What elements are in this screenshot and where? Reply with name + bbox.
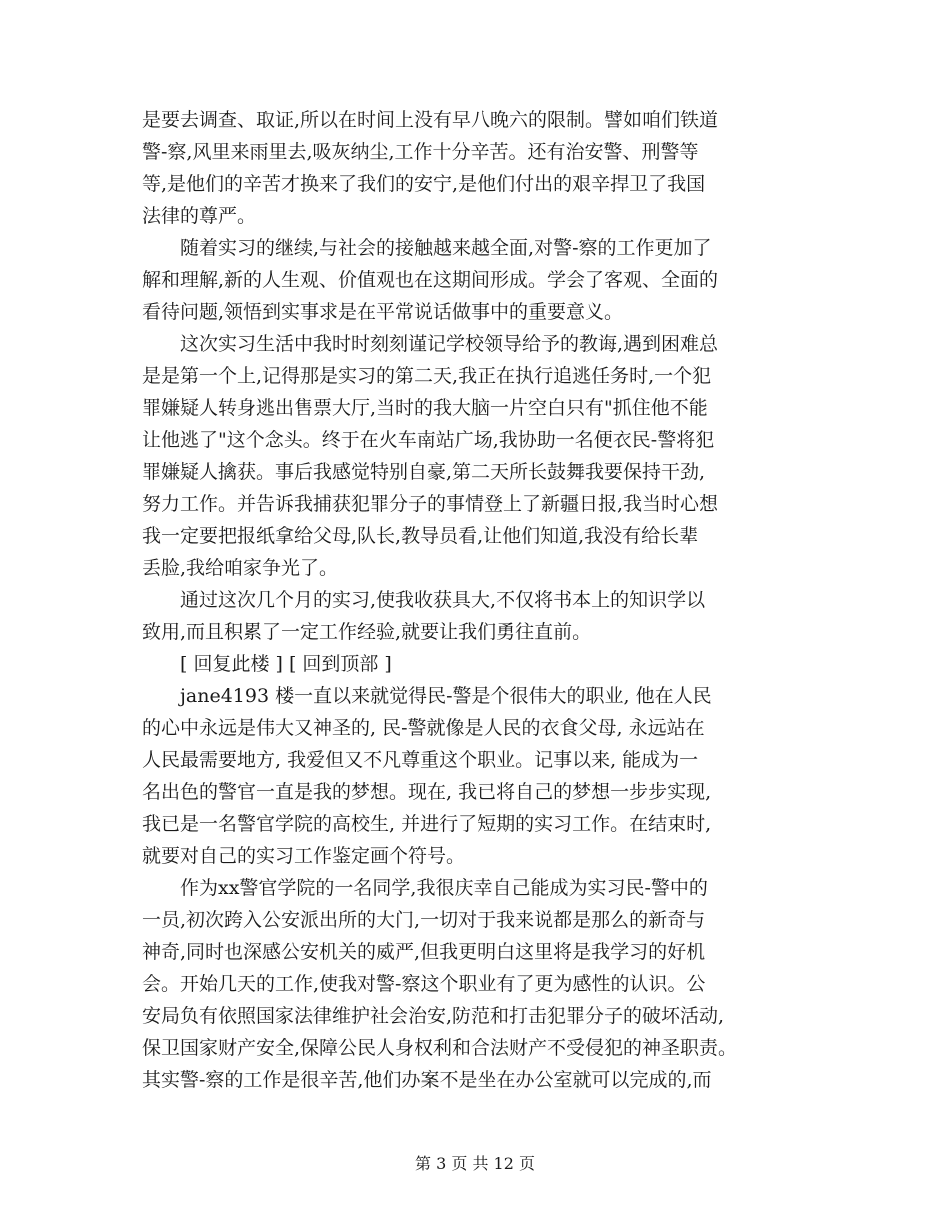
document-body bbox=[142, 104, 822, 1096]
text-line: 其实警-察的工作是很辛苦,他们办案不是坐在办公室就可以完成的,而 bbox=[142, 1069, 712, 1091]
text-line: 作为xx警官学院的一名同学,我很庆幸自己能成为实习民-警中的 bbox=[142, 877, 708, 899]
text-line: 看待问题,领悟到实事求是在平常说话做事中的重要意义。 bbox=[142, 301, 624, 323]
text-line: 通过这次几个月的实习,使我收获具大,不仅将书本上的知识学以 bbox=[142, 589, 706, 611]
text-line: 是要去调查、取证,所以在时间上没有早八晚六的限制。譬如咱们铁道 bbox=[142, 109, 719, 131]
text-line: 丢脸,我给咱家争光了。 bbox=[142, 557, 339, 579]
text-line: 致用,而且积累了一定工作经验,就要让我们勇往直前。 bbox=[142, 621, 592, 643]
text-line: 法律的尊严。 bbox=[142, 205, 257, 227]
text-line: 人民最需要地方, 我爱但又不凡尊重这个职业。记事以来, 能成为一 bbox=[142, 749, 699, 771]
text-line: 保卫国家财产安全,保障公民人身权利和合法财产不受侵犯的神圣职责。 bbox=[142, 1037, 738, 1059]
text-line: 是是第一个上,记得那是实习的第二天,我正在执行追逃任务时,一个犯 bbox=[142, 365, 712, 387]
page-footer bbox=[0, 1152, 950, 1176]
text-line: 努力工作。并告诉我捕获犯罪分子的事情登上了新疆日报,我当时心想 bbox=[142, 493, 719, 515]
text-line: 罪嫌疑人转身逃出售票大厅,当时的我大脑一片空白只有"抓住他不能 bbox=[142, 397, 708, 419]
text-line: 等,是他们的辛苦才换来了我们的安宁,是他们付出的艰辛捍卫了我国 bbox=[142, 173, 706, 195]
text-line: 这次实习生活中我时时刻刻谨记学校领导给予的教诲,遇到困难总 bbox=[142, 333, 719, 355]
text-line: 让他逃了"这个念头。终于在火车南站广场,我协助一名便衣民-警将犯 bbox=[142, 429, 715, 451]
text-line: 我一定要把报纸拿给父母,队长,教导员看,让他们知道,我没有给长辈 bbox=[142, 525, 699, 547]
page-number: 第 3 页 共 12 页 bbox=[415, 1154, 535, 1173]
text-line: 我已是一名警官学院的高校生, 并进行了短期的实习工作。在结束时, bbox=[142, 813, 712, 835]
text-line: 随着实习的继续,与社会的接触越来越全面,对警-察的工作更加了 bbox=[142, 237, 712, 259]
text-line: jane4193 楼一直以来就觉得民-警是个很伟大的职业, 他在人民 bbox=[142, 685, 712, 707]
text-line: 一员,初次跨入公安派出所的大门,一切对于我来说都是那么的新奇与 bbox=[142, 909, 706, 931]
text-line: 安局负有依照国家法律维护社会治安,防范和打击犯罪分子的破坏活动, bbox=[142, 1005, 725, 1027]
text-line: 神奇,同时也深感公安机关的威严,但我更明白这里将是我学习的好机 bbox=[142, 941, 706, 963]
reply-links-line: [ 回复此楼 ] [ 回到顶部 ] bbox=[142, 653, 392, 675]
text-line: 名出色的警官一直是我的梦想。现在, 我已将自己的梦想一步步实现, bbox=[142, 781, 712, 803]
text-line: 解和理解,新的人生观、价值观也在这期间形成。学会了客观、全面的 bbox=[142, 269, 719, 291]
text-line: 的心中永远是伟大又神圣的, 民-警就像是人民的衣食父母, 永远站在 bbox=[142, 717, 705, 739]
text-line: 罪嫌疑人擒获。事后我感觉特别自豪,第二天所长鼓舞我要保持干劲, bbox=[142, 461, 706, 483]
text-line: 就要对自己的实习工作鉴定画个符号。 bbox=[142, 845, 466, 867]
text-line: 警-察,风里来雨里去,吸灰纳尘,工作十分辛苦。还有治安警、刑警等 bbox=[142, 141, 699, 163]
text-line: 会。开始几天的工作,使我对警-察这个职业有了更为感性的认识。公 bbox=[142, 973, 706, 995]
